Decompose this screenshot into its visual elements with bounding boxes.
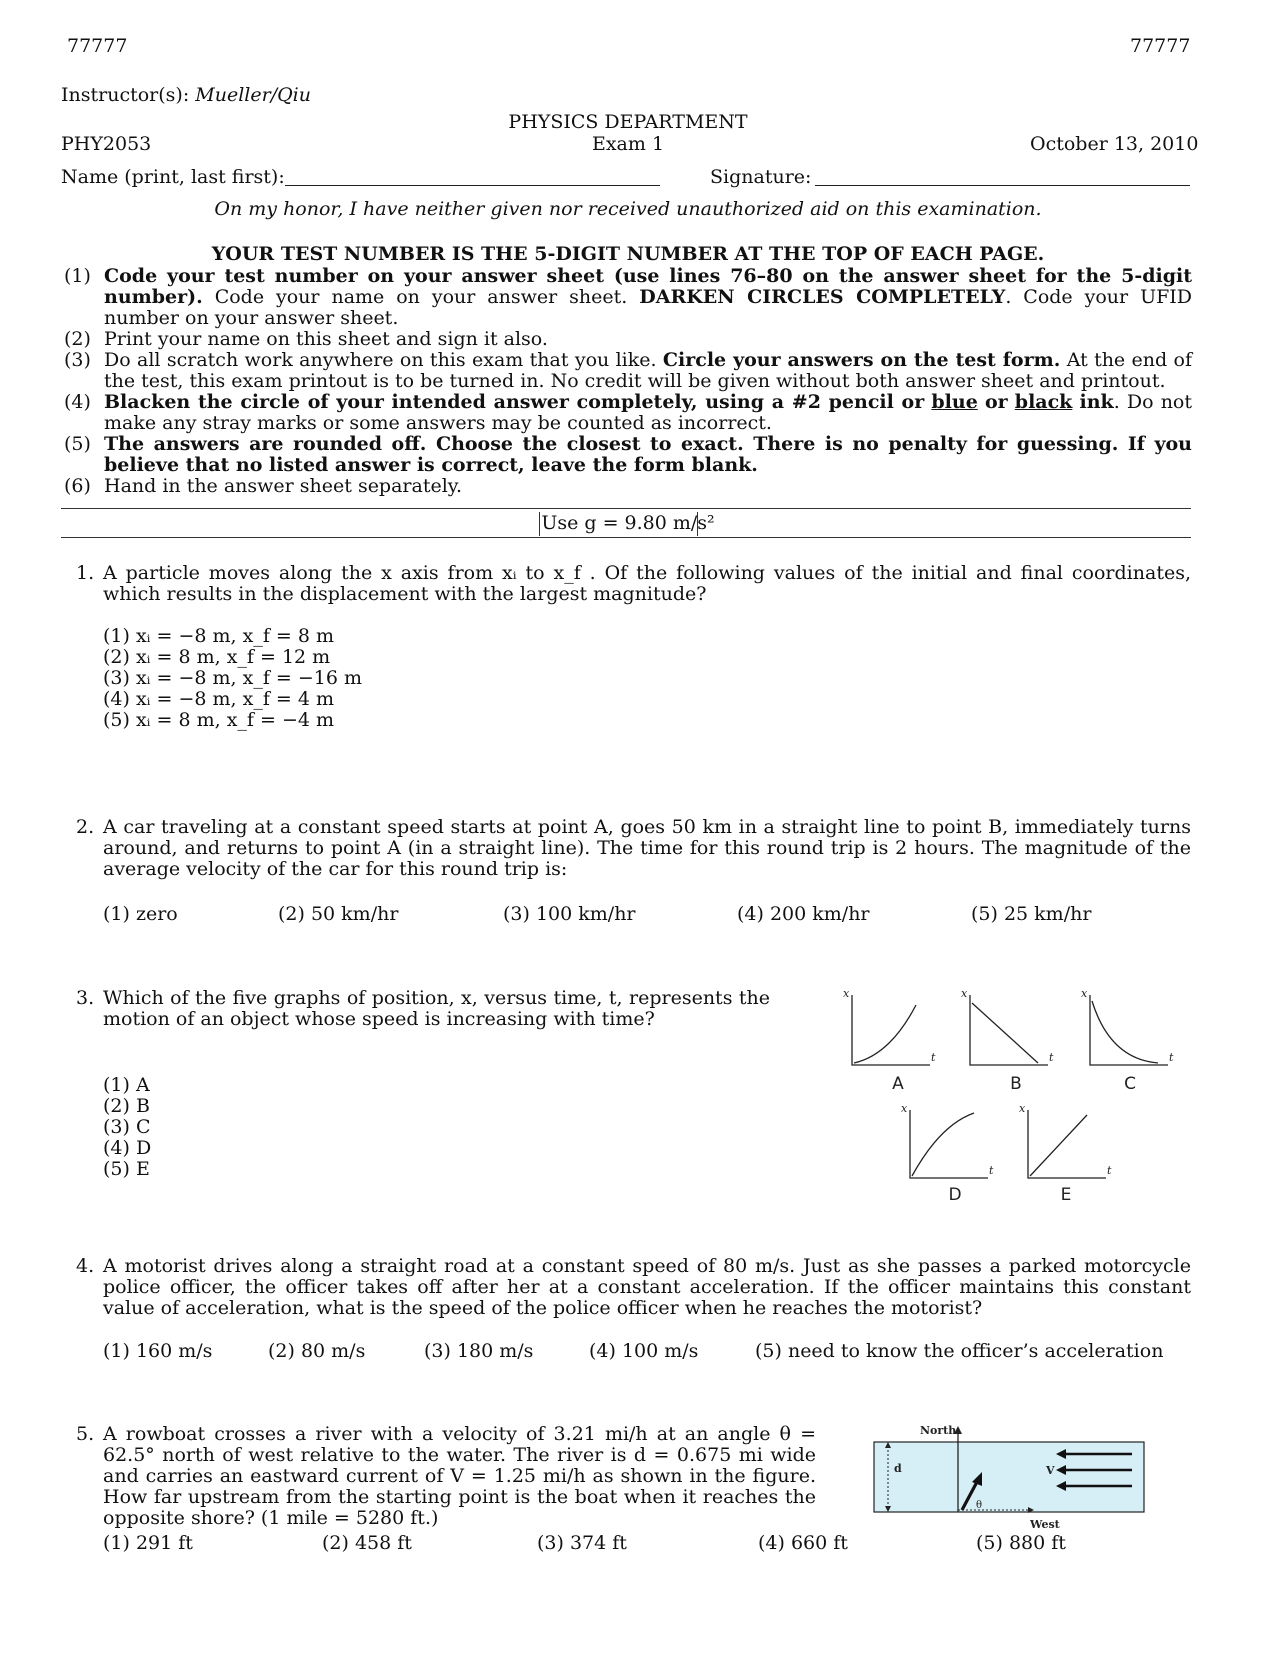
test-number-left: 77777	[67, 35, 128, 57]
axis-label-x: x	[961, 987, 968, 1000]
instruction-number: (6)	[64, 475, 91, 497]
instruction-bold: Code your test number on your answer sheet (use lines 76–80 on the answer sheet for the 5-digit number).	[104, 265, 1192, 308]
question-1-choices	[103, 626, 362, 730]
instruction-text: At the end of the test, this exam printout is to be turned in. No credit will be given without both answer sheet and printout.	[104, 349, 1193, 392]
graph-e-axes	[1028, 1110, 1106, 1178]
instruction-bold: ink	[1079, 391, 1114, 413]
choice[interactable]: (4) 660 ft	[758, 1532, 848, 1554]
choice[interactable]: (3) 100 km/hr	[503, 903, 636, 925]
question-number: 2.	[76, 816, 95, 838]
g-note: Use g = 9.80 m/s²	[541, 512, 715, 534]
axis-label-x: x	[1081, 987, 1088, 1000]
choice[interactable]: (5) 880 ft	[976, 1532, 1066, 1554]
north-label: North	[920, 1424, 957, 1437]
divider-bottom	[61, 537, 1191, 538]
axis-label-t: t	[989, 1164, 994, 1177]
graph-a-axes	[852, 995, 930, 1065]
instruction-4	[64, 392, 1192, 434]
question-number: 5.	[76, 1423, 95, 1445]
choice[interactable]: (3) 180 m/s	[424, 1340, 534, 1362]
instruction-text: Hand in the answer sheet separately.	[104, 475, 463, 497]
graph-label-a: A	[892, 1074, 904, 1094]
axis-label-t: t	[1049, 1051, 1054, 1064]
signature-label: Signature:	[710, 166, 812, 188]
instruction-6	[64, 476, 1192, 497]
graph-b-line	[972, 1003, 1038, 1063]
axis-label-x: x	[1019, 1102, 1026, 1115]
choice[interactable]: (1) A	[103, 1074, 150, 1096]
choice[interactable]: (4) 200 km/hr	[737, 903, 870, 925]
angle-label: θ	[976, 1500, 983, 1511]
question-1-text: A particle moves along the x axis from xᵢ to x_f . Of the following values of the initial and final coordinates, which results in the displacement with the largest magnitude?	[103, 562, 1191, 605]
honor-statement: On my honor, I have neither given nor received unauthorized aid on this examination.	[214, 198, 1042, 220]
axis-label-t: t	[1169, 1051, 1174, 1064]
current-label: V	[1046, 1464, 1055, 1477]
choice[interactable]: (5) need to know the officer’s acceleration	[755, 1340, 1164, 1362]
instruction-2	[64, 329, 1192, 350]
instruction-number: (3)	[64, 349, 91, 371]
choice[interactable]: (2) B	[103, 1094, 150, 1117]
graph-label-d: D	[948, 1185, 962, 1205]
choice[interactable]: (5) xᵢ = 8 m, x_f = −4 m	[103, 708, 335, 731]
instructions-headline: YOUR TEST NUMBER IS THE 5-DIGIT NUMBER AT THE TOP OF EACH PAGE.	[211, 243, 1045, 265]
department-title: PHYSICS DEPARTMENT	[508, 111, 748, 133]
signature-field[interactable]	[815, 185, 1190, 186]
choice[interactable]: (5) 25 km/hr	[971, 903, 1092, 925]
name-label: Name (print, last first):	[61, 166, 285, 188]
choice[interactable]: (1) xᵢ = −8 m, x_f = 8 m	[103, 625, 335, 647]
choice[interactable]: (2) 50 km/hr	[278, 903, 399, 925]
position-time-graphs	[830, 985, 1190, 1215]
choice[interactable]: (4) xᵢ = −8 m, x_f = 4 m	[103, 687, 335, 710]
river	[874, 1442, 1144, 1512]
instruction-number: (2)	[64, 328, 91, 350]
graph-c-curve	[1092, 1001, 1158, 1063]
graph-label-b: B	[1010, 1074, 1022, 1094]
exam-date: October 13, 2010	[1030, 133, 1199, 155]
instruction-text: . Do not make any stray marks or some answers may be counted as incorrect.	[104, 391, 1193, 434]
instructor-names: Mueller/Qiu	[195, 84, 311, 106]
river-figure	[862, 1420, 1152, 1532]
choice[interactable]: (3) xᵢ = −8 m, x_f = −16 m	[103, 666, 363, 689]
test-number-right: 77777	[1130, 35, 1191, 57]
choice[interactable]: (4) 100 m/s	[589, 1340, 699, 1362]
question-3-choices	[103, 1075, 151, 1179]
exam-title: Exam 1	[591, 133, 665, 155]
choice[interactable]: (5) E	[103, 1157, 150, 1180]
instruction-number: (1)	[64, 265, 91, 287]
question-number: 1.	[76, 562, 95, 584]
instruction-3	[64, 350, 1192, 392]
graph-b-axes	[970, 995, 1048, 1065]
choice[interactable]: (1) zero	[103, 903, 178, 925]
choice[interactable]: (2) 80 m/s	[268, 1340, 366, 1362]
instruction-bold: DARKEN CIRCLES COMPLETELY	[639, 285, 1006, 308]
instruction-bold: The answers are rounded off. Choose the closest to exact. There is no penalty for guessing. If you believe that no listed answer is correct, leave the form blank.	[104, 433, 1192, 476]
graph-label-c: C	[1124, 1074, 1136, 1094]
course-code: PHY2053	[61, 133, 152, 155]
divider	[697, 512, 698, 536]
question-3-text: Which of the five graphs of position, x, versus time, t, represents the motion of an object whose speed is increasing with time?	[103, 987, 770, 1030]
divider-top	[61, 508, 1191, 509]
instruction-number: (5)	[64, 433, 91, 455]
instruction-bold: Blacken the circle of your intended answer completely, using a #2 pencil or	[104, 391, 925, 413]
graph-d-axes	[910, 1110, 988, 1178]
instructor-line	[61, 85, 311, 106]
question-5-text: A rowboat crosses a river with a velocity of 3.21 mi/h at an angle θ = 62.5° north of west relative to the water. The river is d = 0.675 mi wide and carries an eastward current of V = 1.25 mi/h as shown in the figure. How far upstream from the starting point is the boat when it reaches the opposite shore? (1 mile = 5280 ft.)	[103, 1423, 816, 1529]
graph-e-line	[1030, 1115, 1087, 1176]
question-number: 3.	[76, 987, 95, 1009]
instruction-bold: blue	[931, 391, 978, 413]
width-label: d	[894, 1462, 902, 1475]
question-4-text: A motorist drives along a straight road at a constant speed of 80 m/s. Just as she passes a parked motorcycle police officer, the officer takes off after her at a constant acceleration. If the officer maintains this constant value of acceleration, what is the speed of the police officer when he reaches the motorist?	[103, 1255, 1191, 1319]
axis-label-x: x	[901, 1102, 908, 1115]
axis-label-x: x	[843, 987, 850, 1000]
instruction-bold: Circle your answers on the test form.	[662, 349, 1061, 371]
choice[interactable]: (3) C	[103, 1115, 151, 1138]
instruction-5	[64, 434, 1192, 476]
instruction-bold: or	[984, 391, 1008, 413]
question-2-text: A car traveling at a constant speed starts at point A, goes 50 km in a straight line to point B, immediately turns around, and returns to point A (in a straight line). The time for this round trip is 2 hours. The magnitude of the average velocity of the car for this round trip is:	[103, 816, 1191, 880]
instruction-text: . Code your UFID number on your answer sheet.	[104, 285, 1192, 329]
choice[interactable]: (4) D	[103, 1136, 152, 1159]
instruction-bold: black	[1014, 391, 1073, 413]
graph-a-curve	[854, 1005, 916, 1063]
instructor-label: Instructor(s):	[61, 84, 190, 106]
instruction-number: (4)	[64, 391, 91, 413]
west-label: West	[1030, 1518, 1060, 1531]
name-field[interactable]	[285, 185, 660, 186]
choice[interactable]: (2) 458 ft	[322, 1532, 412, 1554]
instruction-text: Code your name on your answer sheet.	[214, 285, 628, 308]
axis-label-t: t	[1107, 1164, 1112, 1177]
instruction-text: Print your name on this sheet and sign it also.	[104, 328, 548, 350]
choice[interactable]: (1) 291 ft	[103, 1532, 193, 1554]
instruction-1	[64, 266, 1192, 329]
choice[interactable]: (3) 374 ft	[537, 1532, 627, 1554]
instruction-text: Do all scratch work anywhere on this exam that you like.	[104, 349, 657, 371]
question-number: 4.	[76, 1255, 95, 1277]
choice[interactable]: (1) 160 m/s	[103, 1340, 213, 1362]
choice[interactable]: (2) xᵢ = 8 m, x_f = 12 m	[103, 645, 331, 668]
axis-label-t: t	[931, 1051, 936, 1064]
graph-d-curve	[912, 1113, 974, 1176]
graph-label-e: E	[1060, 1185, 1072, 1205]
